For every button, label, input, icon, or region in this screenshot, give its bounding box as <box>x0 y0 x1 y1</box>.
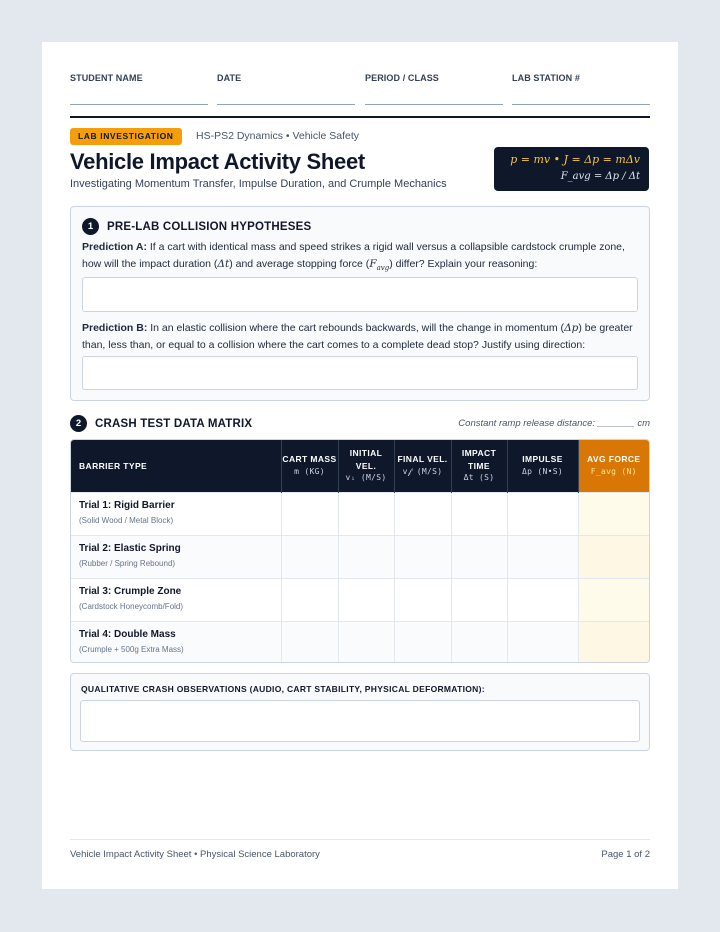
impact-time-cell[interactable] <box>451 578 507 621</box>
f-avg-symbol: F <box>369 258 377 270</box>
activity-sheet-page <box>42 42 678 889</box>
prediction-a-label: Prediction A: <box>82 241 147 253</box>
date-label: DATE <box>217 73 242 83</box>
standard-label: HS-PS2 Dynamics • Vehicle Safety <box>196 130 359 142</box>
cart-mass-cell[interactable] <box>281 621 338 663</box>
cart-mass-cell[interactable] <box>281 492 338 535</box>
trial-label-cell <box>71 492 281 535</box>
avg-force-cell[interactable] <box>578 535 649 578</box>
student-name-line <box>70 104 208 105</box>
trial-material: (Rubber / Spring Rebound) <box>79 558 176 568</box>
prediction-a-text-1: If a cart with identical mass and speed strikes a rigid wall versus a collapsible cardstock crumple zone, how will the impact duration ( <box>82 241 625 270</box>
ramp-distance-note: Constant ramp release distance: _______ cm <box>458 418 650 429</box>
trial-label-cell <box>71 621 281 663</box>
trial-name: Trial 4: Double Mass <box>79 628 176 640</box>
trial-material: (Cardstock Honeycomb/Fold) <box>79 601 184 611</box>
col-final-velocity: FINAL VEL. v𝒻 (M/S) <box>394 440 451 492</box>
footer-title: Vehicle Impact Activity Sheet • Physical Science Laboratory <box>70 849 320 860</box>
lab-station-label: LAB STATION # <box>512 73 580 83</box>
table-row <box>71 578 649 621</box>
section-2-header <box>70 415 252 432</box>
footer-divider <box>70 839 650 840</box>
prediction-a-answer-box[interactable] <box>82 277 638 312</box>
page-title: Vehicle Impact Activity Sheet <box>70 149 365 174</box>
section-1-number: 1 <box>82 218 99 235</box>
page-subtitle: Investigating Momentum Transfer, Impulse Duration, and Crumple Mechanics <box>70 178 447 190</box>
table-row <box>71 621 649 663</box>
header-divider <box>70 116 650 118</box>
col-impact-time: IMPACT TIME Δt (S) <box>451 440 507 492</box>
col-impulse: IMPULSE Δp (N•S) <box>507 440 578 492</box>
trial-label-cell <box>71 578 281 621</box>
observations-answer-box[interactable] <box>80 700 640 742</box>
date-line <box>217 104 355 105</box>
avg-force-cell[interactable] <box>578 621 649 663</box>
table-header-row <box>71 440 649 492</box>
period-class-line <box>365 104 503 105</box>
impact-time-cell[interactable] <box>451 535 507 578</box>
observations-panel <box>70 673 650 751</box>
student-name-label: STUDENT NAME <box>70 73 143 83</box>
prediction-b-prompt <box>82 320 638 354</box>
f-avg-subscript: avg <box>376 264 390 273</box>
delta-p-symbol: Δp <box>564 322 579 334</box>
table-row <box>71 492 649 535</box>
trial-label-cell <box>71 535 281 578</box>
period-class-label: PERIOD / CLASS <box>365 73 439 83</box>
trial-name: Trial 2: Elastic Spring <box>79 542 181 554</box>
observations-title: QUALITATIVE CRASH OBSERVATIONS (AUDIO, CART STABILITY, PHYSICAL DEFORMATION): <box>81 684 485 694</box>
impulse-cell[interactable] <box>507 621 578 663</box>
section-2-title: CRASH TEST DATA MATRIX <box>95 417 253 430</box>
final-velocity-cell[interactable] <box>394 578 451 621</box>
prediction-b-text-2: ) be greater than, less than, or equal to a collision where the cart comes to a complete dead stop? Justify using direction: <box>82 322 633 351</box>
prediction-a-text-2: ) and average stopping force ( <box>229 258 370 270</box>
trial-material: (Solid Wood / Metal Block) <box>79 515 174 525</box>
final-velocity-cell[interactable] <box>394 621 451 663</box>
cart-mass-cell[interactable] <box>281 535 338 578</box>
final-velocity-cell[interactable] <box>394 535 451 578</box>
table-row <box>71 535 649 578</box>
impact-time-cell[interactable] <box>451 621 507 663</box>
delta-t-symbol: Δt <box>217 258 230 270</box>
initial-velocity-cell[interactable] <box>338 492 394 535</box>
trial-material: (Crumple + 500g Extra Mass) <box>79 644 184 654</box>
cart-mass-cell[interactable] <box>281 578 338 621</box>
prediction-a-prompt <box>82 239 638 277</box>
avg-force-cell[interactable] <box>578 492 649 535</box>
prelab-hypotheses-panel <box>70 206 650 401</box>
prediction-b-text-1: In an elastic collision where the cart rebounds backwards, will the change in momentum ( <box>147 322 565 334</box>
impact-time-cell[interactable] <box>451 492 507 535</box>
initial-velocity-cell[interactable] <box>338 578 394 621</box>
initial-velocity-cell[interactable] <box>338 621 394 663</box>
impulse-cell[interactable] <box>507 578 578 621</box>
average-force-formula: F_avg = Δp / Δt <box>560 171 640 182</box>
section-1-header <box>82 218 311 235</box>
col-cart-mass: CART MASS m (KG) <box>281 440 338 492</box>
momentum-impulse-formula: p = mv • J = Δp = mΔv <box>510 153 640 166</box>
period-class-field[interactable] <box>365 73 503 83</box>
student-name-field[interactable] <box>70 73 208 83</box>
prediction-b-answer-box[interactable] <box>82 356 638 390</box>
section-2-number: 2 <box>70 415 87 432</box>
lab-station-line <box>512 104 650 105</box>
trial-name: Trial 1: Rigid Barrier <box>79 499 175 511</box>
impulse-cell[interactable] <box>507 492 578 535</box>
crash-test-data-table <box>70 439 650 663</box>
student-info-row <box>70 73 650 109</box>
lab-investigation-badge: LAB INVESTIGATION <box>70 128 182 145</box>
col-barrier-type: BARRIER TYPE <box>71 440 281 492</box>
date-field[interactable] <box>217 73 355 83</box>
section-1-title: PRE-LAB COLLISION HYPOTHESES <box>107 220 312 233</box>
prediction-a-text-3: ) differ? Explain your reasoning: <box>389 258 538 270</box>
page-number: Page 1 of 2 <box>601 849 650 860</box>
avg-force-cell[interactable] <box>578 578 649 621</box>
col-avg-force: AVG FORCE F_avg (N) <box>578 440 649 492</box>
initial-velocity-cell[interactable] <box>338 535 394 578</box>
formula-box <box>494 147 649 191</box>
lab-station-field[interactable] <box>512 73 650 83</box>
impulse-cell[interactable] <box>507 535 578 578</box>
col-initial-velocity: INITIAL VEL. vᵢ (M/S) <box>338 440 394 492</box>
final-velocity-cell[interactable] <box>394 492 451 535</box>
trial-name: Trial 3: Crumple Zone <box>79 585 182 597</box>
prediction-b-label: Prediction B: <box>82 322 148 334</box>
